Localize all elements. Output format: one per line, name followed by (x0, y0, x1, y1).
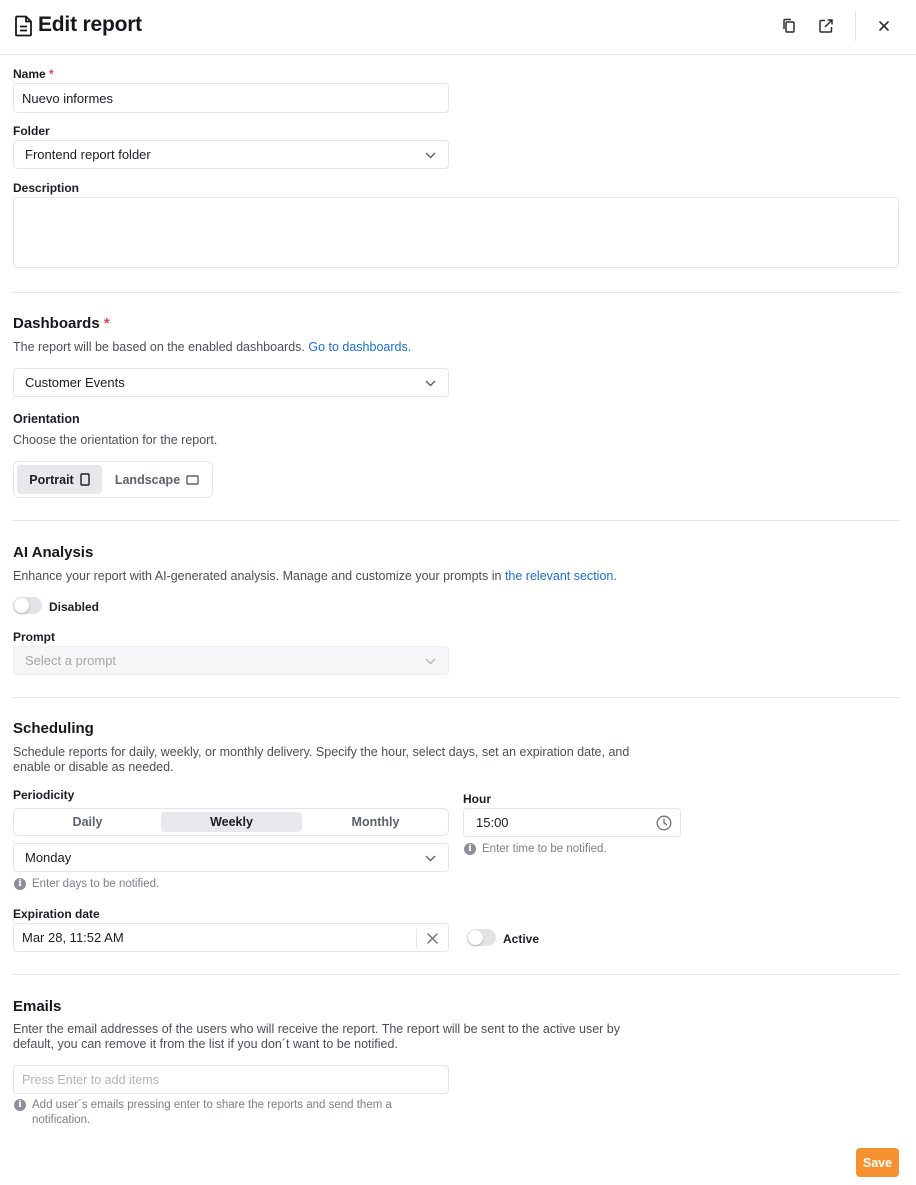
emails-hint: i Add user´s emails pressing enter to share the reports and send them a notification. (14, 1098, 392, 1128)
ai-analysis-description: Enhance your report with AI-generated analysis. Manage and customize your prompts in the relevant section. (13, 569, 617, 583)
info-icon: i (14, 878, 26, 890)
emails-input[interactable] (13, 1065, 449, 1094)
day-value: Monday (25, 850, 72, 865)
portrait-icon (80, 473, 90, 486)
folder-select[interactable] (13, 140, 449, 169)
prompt-label: Prompt (13, 630, 55, 644)
folder-value: Frontend report folder (25, 147, 151, 162)
hour-input[interactable] (463, 808, 681, 837)
prompt-placeholder: Select a prompt (25, 653, 117, 668)
clear-icon[interactable] (426, 932, 439, 945)
chevron-down-icon (425, 150, 436, 160)
save-button[interactable]: Save (856, 1148, 899, 1177)
landscape-option[interactable]: Landscape (106, 465, 208, 494)
section-divider (13, 974, 899, 975)
ai-analysis-title: AI Analysis (13, 544, 94, 561)
name-label: Name * (13, 67, 54, 81)
portrait-option[interactable]: Portrait (17, 465, 102, 494)
day-hint: i Enter days to be notified. (14, 877, 159, 892)
orientation-description: Choose the orientation for the report. (13, 433, 218, 447)
active-toggle[interactable] (467, 929, 496, 946)
emails-title: Emails (13, 998, 62, 1015)
info-icon: i (14, 1099, 26, 1111)
dashboard-select[interactable] (13, 368, 449, 397)
dialog-header (0, 0, 916, 55)
close-icon[interactable] (875, 17, 893, 35)
expiration-label: Expiration date (13, 907, 100, 921)
document-icon (14, 15, 34, 37)
expiration-value: Mar 28, 11:52 AM (22, 930, 124, 945)
scheduling-title: Scheduling (13, 720, 94, 737)
chevron-down-icon (425, 656, 436, 666)
chevron-down-icon (425, 853, 436, 863)
go-to-dashboards-link[interactable]: Go to dashboards. (308, 340, 412, 354)
dashboard-value: Customer Events (25, 375, 125, 390)
day-select[interactable] (13, 843, 449, 872)
copy-icon[interactable] (780, 17, 798, 35)
input-divider (416, 929, 417, 948)
periodicity-daily[interactable]: Daily (72, 815, 103, 829)
header-divider (855, 11, 856, 41)
orientation-toggle (13, 461, 213, 498)
page-title: Edit report (38, 13, 142, 36)
expiration-input[interactable] (13, 923, 449, 952)
prompt-select[interactable] (13, 646, 449, 675)
ai-analysis-toggle-label: Disabled (49, 600, 100, 614)
scheduling-description-line2: enable or disable as needed. (13, 760, 174, 774)
periodicity-monthly[interactable]: Monthly (351, 815, 400, 829)
hour-label: Hour (463, 792, 491, 806)
periodicity-weekly[interactable]: Weekly (161, 812, 302, 832)
periodicity-segmented (13, 808, 449, 836)
active-toggle-label: Active (503, 932, 540, 946)
hour-hint: i Enter time to be notified. (464, 842, 607, 857)
scheduling-description-line1: Schedule reports for daily, weekly, or monthly delivery. Specify the hour, select days, set an expiration date, and (13, 745, 630, 759)
folder-label: Folder (13, 124, 50, 138)
description-label: Description (13, 181, 80, 195)
emails-placeholder: Press Enter to add items (22, 1072, 159, 1087)
periodicity-label: Periodicity (13, 788, 75, 802)
chevron-down-icon (425, 378, 436, 388)
landscape-icon (186, 475, 199, 485)
section-divider (13, 520, 899, 521)
description-textarea[interactable] (13, 197, 899, 268)
section-divider (13, 697, 899, 698)
emails-description-line2: default, you can remove it from the list if you don´t want to be notified. (13, 1037, 398, 1051)
dashboards-description: The report will be based on the enabled dashboards. Go to dashboards. (13, 340, 412, 354)
orientation-label: Orientation (13, 412, 80, 426)
emails-description-line1: Enter the email addresses of the users who will receive the report. The report will be sent to the active user by (13, 1022, 621, 1036)
section-divider (13, 292, 899, 293)
hour-value: 15:00 (476, 815, 509, 830)
open-external-icon[interactable] (817, 17, 835, 35)
info-icon: i (464, 843, 476, 855)
name-value: Nuevo informes (22, 90, 114, 106)
dashboards-title: Dashboards * (13, 315, 110, 332)
relevant-section-link[interactable]: the relevant section (504, 569, 614, 583)
clock-icon[interactable] (656, 815, 672, 831)
ai-analysis-toggle[interactable] (13, 597, 42, 614)
name-input[interactable] (13, 83, 449, 113)
